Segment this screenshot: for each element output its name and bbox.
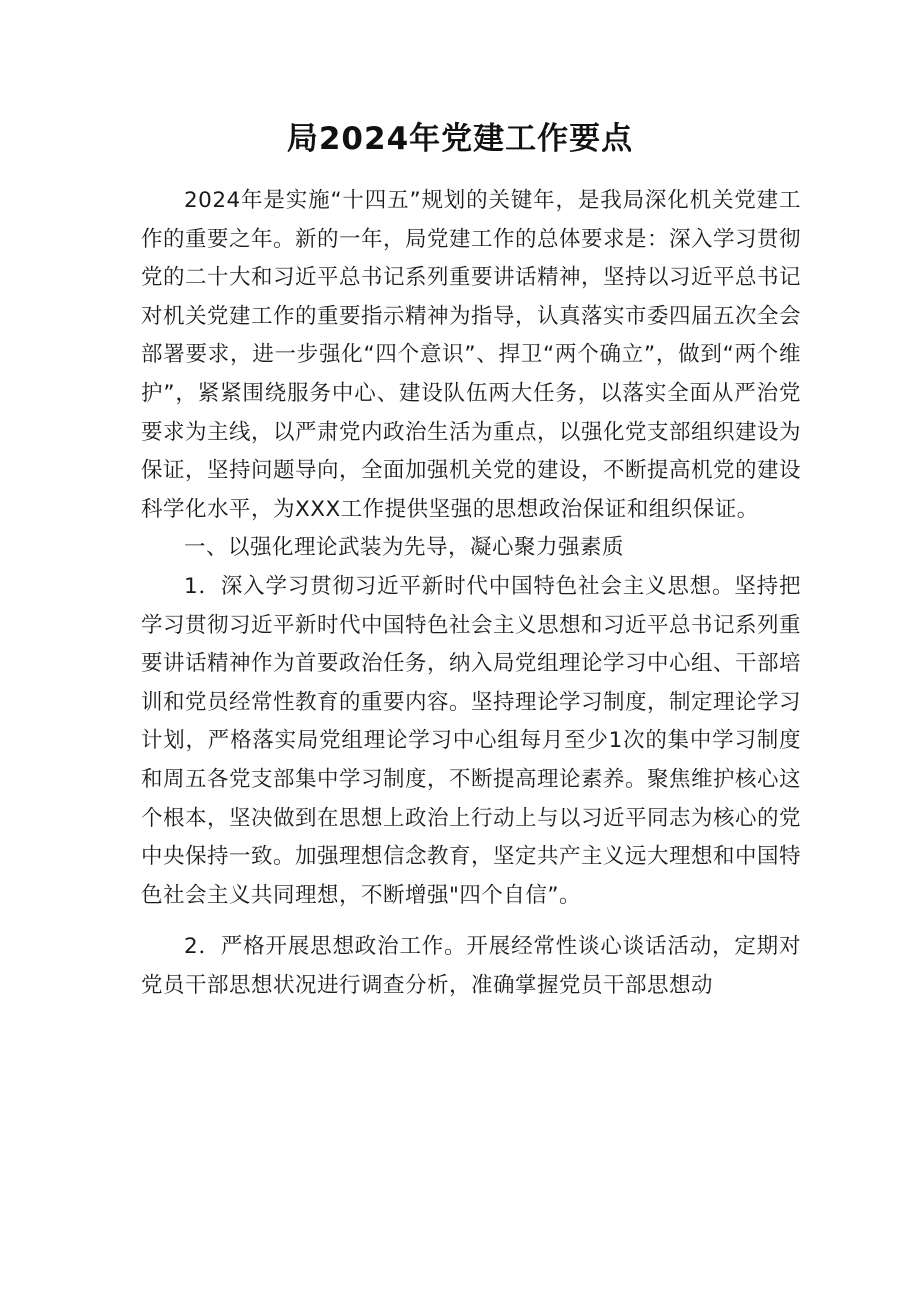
intro-paragraph: 2024年是实施“十四五”规划的关键年，是我局深化机关党建工作的重要之年。新的一年，局党建工作的总体要求是：深入学习贯彻党的二十大和习近平总书记系列重要讲话精神，坚持以习近平总书记对机关党建工作的重要指示精神为指导，认真落实市委四届五次全会部署要求，进一步强化“四个意识”、捍卫“两个确立”，做到“两个维护”，紧紧围绕服务中心、建设队伍两大任务，以落实全面从严治党要求为主线，以严肃党内政治生活为重点，以强化党支部组织建设为保证，坚持问题导向，全面加强机关党的建设，不断提高机党的建设科学化水平，为XXX工作提供坚强的思想政治保证和组织保证。 [141, 188, 802, 522]
document-title: 局2024年党建工作要点 [286, 121, 634, 157]
item-paragraph-1: 1．深入学习贯彻习近平新时代中国特色社会主义思想。坚持把学习贯彻习近平新时代中国特色社会主义思想和习近平总书记系列重要讲话精神作为首要政治任务，纳入局党组理论学习中心组、干部培训和党员经常性教育的重要内容。坚持理论学习制度，制定理论学习计划，严格落实局党组理论学习中心组每月至少1次的集中学习制度和周五各党支部集中学习制度，不断提高理论素养。聚焦维护核心这个根本，坚决做到在思想上政治上行动上与以习近平同志为核心的党中央保持一致。加强理想信念教育，坚定共产主义远大理想和中国特色社会主义共同理想，不断增强"四个自信”。 [141, 573, 802, 908]
document-body [141, 182, 801, 1005]
item-paragraph-2: 2．严格开展思想政治工作。开展经常性谈心谈话活动，定期对党员干部思想状况进行调查分析，准确掌握党员干部思想动 [141, 934, 801, 998]
section-heading-1: 一、以强化理论武装为先导，凝心聚力强素质 [184, 535, 625, 561]
